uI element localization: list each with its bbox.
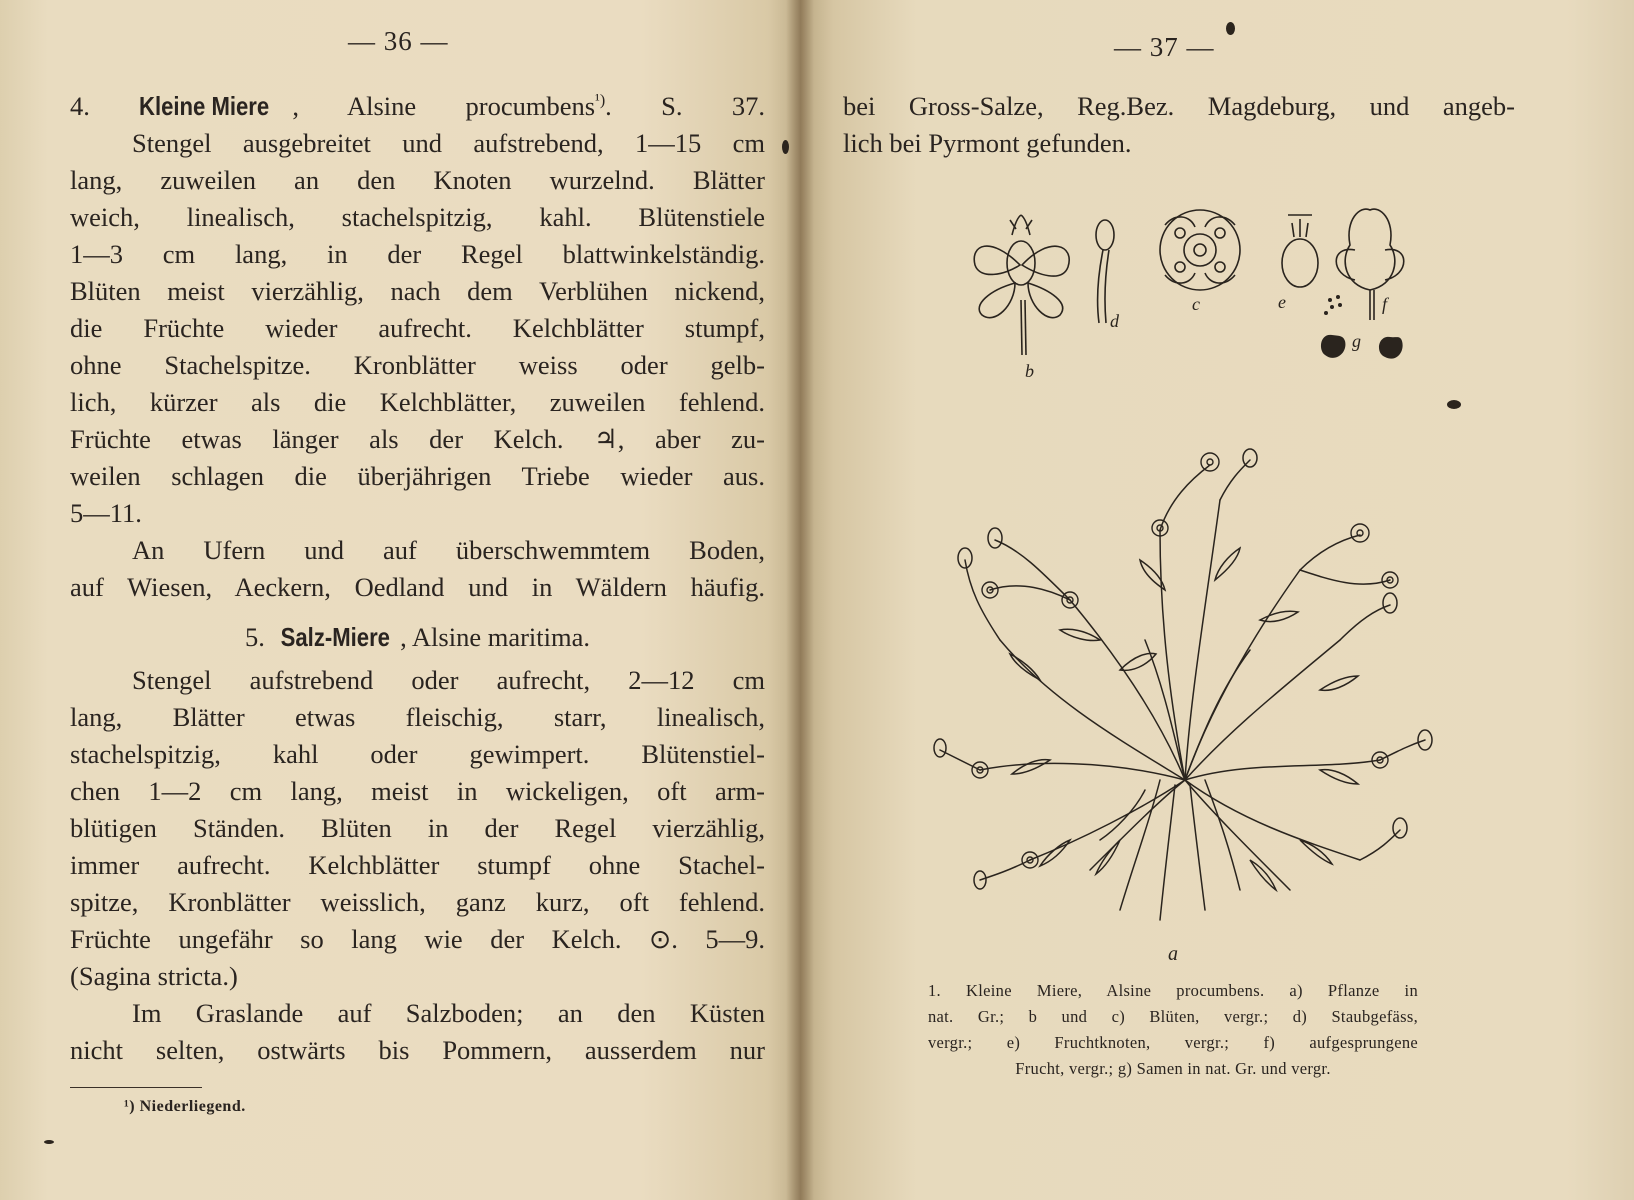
- entry-heading: 5. Salz-Miere , Alsine maritima.: [70, 619, 765, 656]
- caption-line: 1. Kleine Miere, Alsine procumbens. a) Pflanze in: [928, 981, 1418, 1000]
- ink-spot: [44, 1140, 54, 1144]
- text-line: Blüten meist vierzählig, nach dem Verblühen nickend,: [70, 275, 765, 306]
- text-line: (Sagina stricta.): [70, 961, 238, 991]
- book-gutter: [786, 0, 814, 1200]
- plant-stems-drawing: [934, 449, 1432, 920]
- caption-line: Frucht, vergr.; g) Samen in nat. Gr. und vergr.: [1015, 1059, 1331, 1078]
- text-line: Früchte etwas länger als der Kelch. ♃, aber zu-: [70, 423, 765, 454]
- entry-latin: Alsine procumbens: [346, 90, 596, 121]
- caption-line: vergr.; e) Fruchtknoten, vergr.; f) aufgesprungene: [928, 1033, 1418, 1052]
- figure-label-e: e: [1278, 292, 1286, 312]
- figure-label-b: b: [1025, 361, 1034, 381]
- text-line: lang, Blätter etwas fleischig, starr, linealisch,: [70, 702, 765, 732]
- text-line: 5—11.: [70, 497, 142, 528]
- page-number-left: — 36 —: [348, 26, 449, 56]
- text-line: auf Wiesen, Aeckern, Oedland und in Wäldern häufig.: [70, 571, 765, 602]
- text-line: lang, zuweilen an den Knoten wurzelnd. Blätter: [70, 164, 765, 195]
- flower-c-drawing: [1160, 210, 1240, 290]
- text-line: lich bei Pyrmont gefunden.: [843, 128, 1132, 158]
- ink-spot: [1226, 22, 1235, 35]
- text-line: lich, kürzer als die Kelchblätter, zuweilen fehlend.: [70, 386, 765, 417]
- text-line: immer aufrecht. Kelchblätter stumpf ohne Stachel-: [70, 850, 765, 880]
- text-line: spitze, Kronblätter weisslich, ganz kurz, oft fehlend.: [70, 887, 765, 917]
- text-line: Früchte ungefähr so lang wie der Kelch. ⊙. 5—9.: [70, 924, 765, 954]
- text-line: Stengel aufstrebend oder aufrecht, 2—12 cm: [132, 665, 765, 695]
- footnote: ¹) Niederliegend.: [124, 1098, 246, 1115]
- entry-number: 4.: [70, 90, 90, 121]
- text-line: nicht selten, ostwärts bis Pommern, ausserdem nur: [70, 1035, 765, 1065]
- page-number-right: — 37 —: [1114, 32, 1215, 62]
- fruit-f-drawing: [1336, 209, 1404, 320]
- figure-label-g: g: [1352, 331, 1361, 351]
- ink-spot: [1447, 400, 1461, 409]
- text-line: Stengel ausgebreitet und aufstrebend, 1—15 cm: [132, 127, 765, 158]
- entry-number: 5.: [244, 622, 265, 652]
- footnote-rule: [70, 1087, 202, 1088]
- caption-line: nat. Gr.; b und c) Blüten, vergr.; d) Staubgefäss,: [928, 1007, 1418, 1026]
- figure-label-c: c: [1192, 294, 1200, 314]
- flower-detail-illustrations: [960, 205, 1440, 395]
- entry-heading: 4. Kleine Miere , Alsine procumbens$^{^1)}$. S. 37.: [70, 82, 765, 125]
- text-line: stachelspitzig, kahl oder gewimpert. Blütenstiel-: [70, 739, 765, 769]
- ovary-e-drawing: [1282, 215, 1318, 287]
- figure-caption: [928, 978, 1418, 1082]
- seeds-g-drawing: [1321, 295, 1403, 359]
- text-line: 1—3 cm lang, in der Regel blattwinkelständig.: [70, 238, 765, 269]
- entry-suffix: .: [605, 90, 612, 121]
- entry-ref: S. 37.: [661, 90, 766, 121]
- text-line: Im Graslande auf Salzboden; an den Küsten: [132, 998, 765, 1028]
- text-line: bei Gross-Salze, Reg.Bez. Magdeburg, und angeb-: [843, 91, 1515, 121]
- text-line: blütigen Ständen. Blüten in der Regel vierzählig,: [70, 813, 765, 843]
- stamen-d-drawing: [1096, 220, 1114, 323]
- figure-label-d: d: [1110, 311, 1119, 331]
- text-line: weich, linealisch, stachelspitzig, kahl. Blütenstiele: [70, 201, 765, 232]
- text-line: ohne Stachelspitze. Kronblätter weiss oder gelb-: [70, 349, 765, 380]
- plant-illustration: [920, 440, 1450, 970]
- footnote-mark: ¹): [595, 92, 606, 109]
- entry-name: Kleine Miere: [139, 90, 270, 121]
- entry-latin: Alsine maritima.: [411, 622, 590, 652]
- ink-spot: [782, 140, 789, 154]
- plant-flowers-drawing: [972, 453, 1398, 868]
- text-line: chen 1—2 cm lang, meist in wickeligen, oft arm-: [70, 776, 765, 806]
- text-line: An Ufern und auf überschwemmtem Boden,: [132, 534, 765, 565]
- figure-label-f: f: [1382, 294, 1388, 314]
- figure-label-a: a: [1168, 943, 1178, 965]
- entry-salz-miere: [70, 619, 765, 1069]
- text-line: die Früchte wieder aufrecht. Kelchblätter stumpf,: [70, 312, 765, 343]
- text-line: weilen schlagen die überjährigen Triebe wieder aus.: [70, 460, 765, 491]
- left-page: [0, 0, 800, 1200]
- entry-kleine-miere: [70, 82, 765, 606]
- entry-name: Salz-Miere: [281, 622, 391, 652]
- flower-b-drawing: [974, 215, 1069, 355]
- continued-text: [843, 88, 1515, 162]
